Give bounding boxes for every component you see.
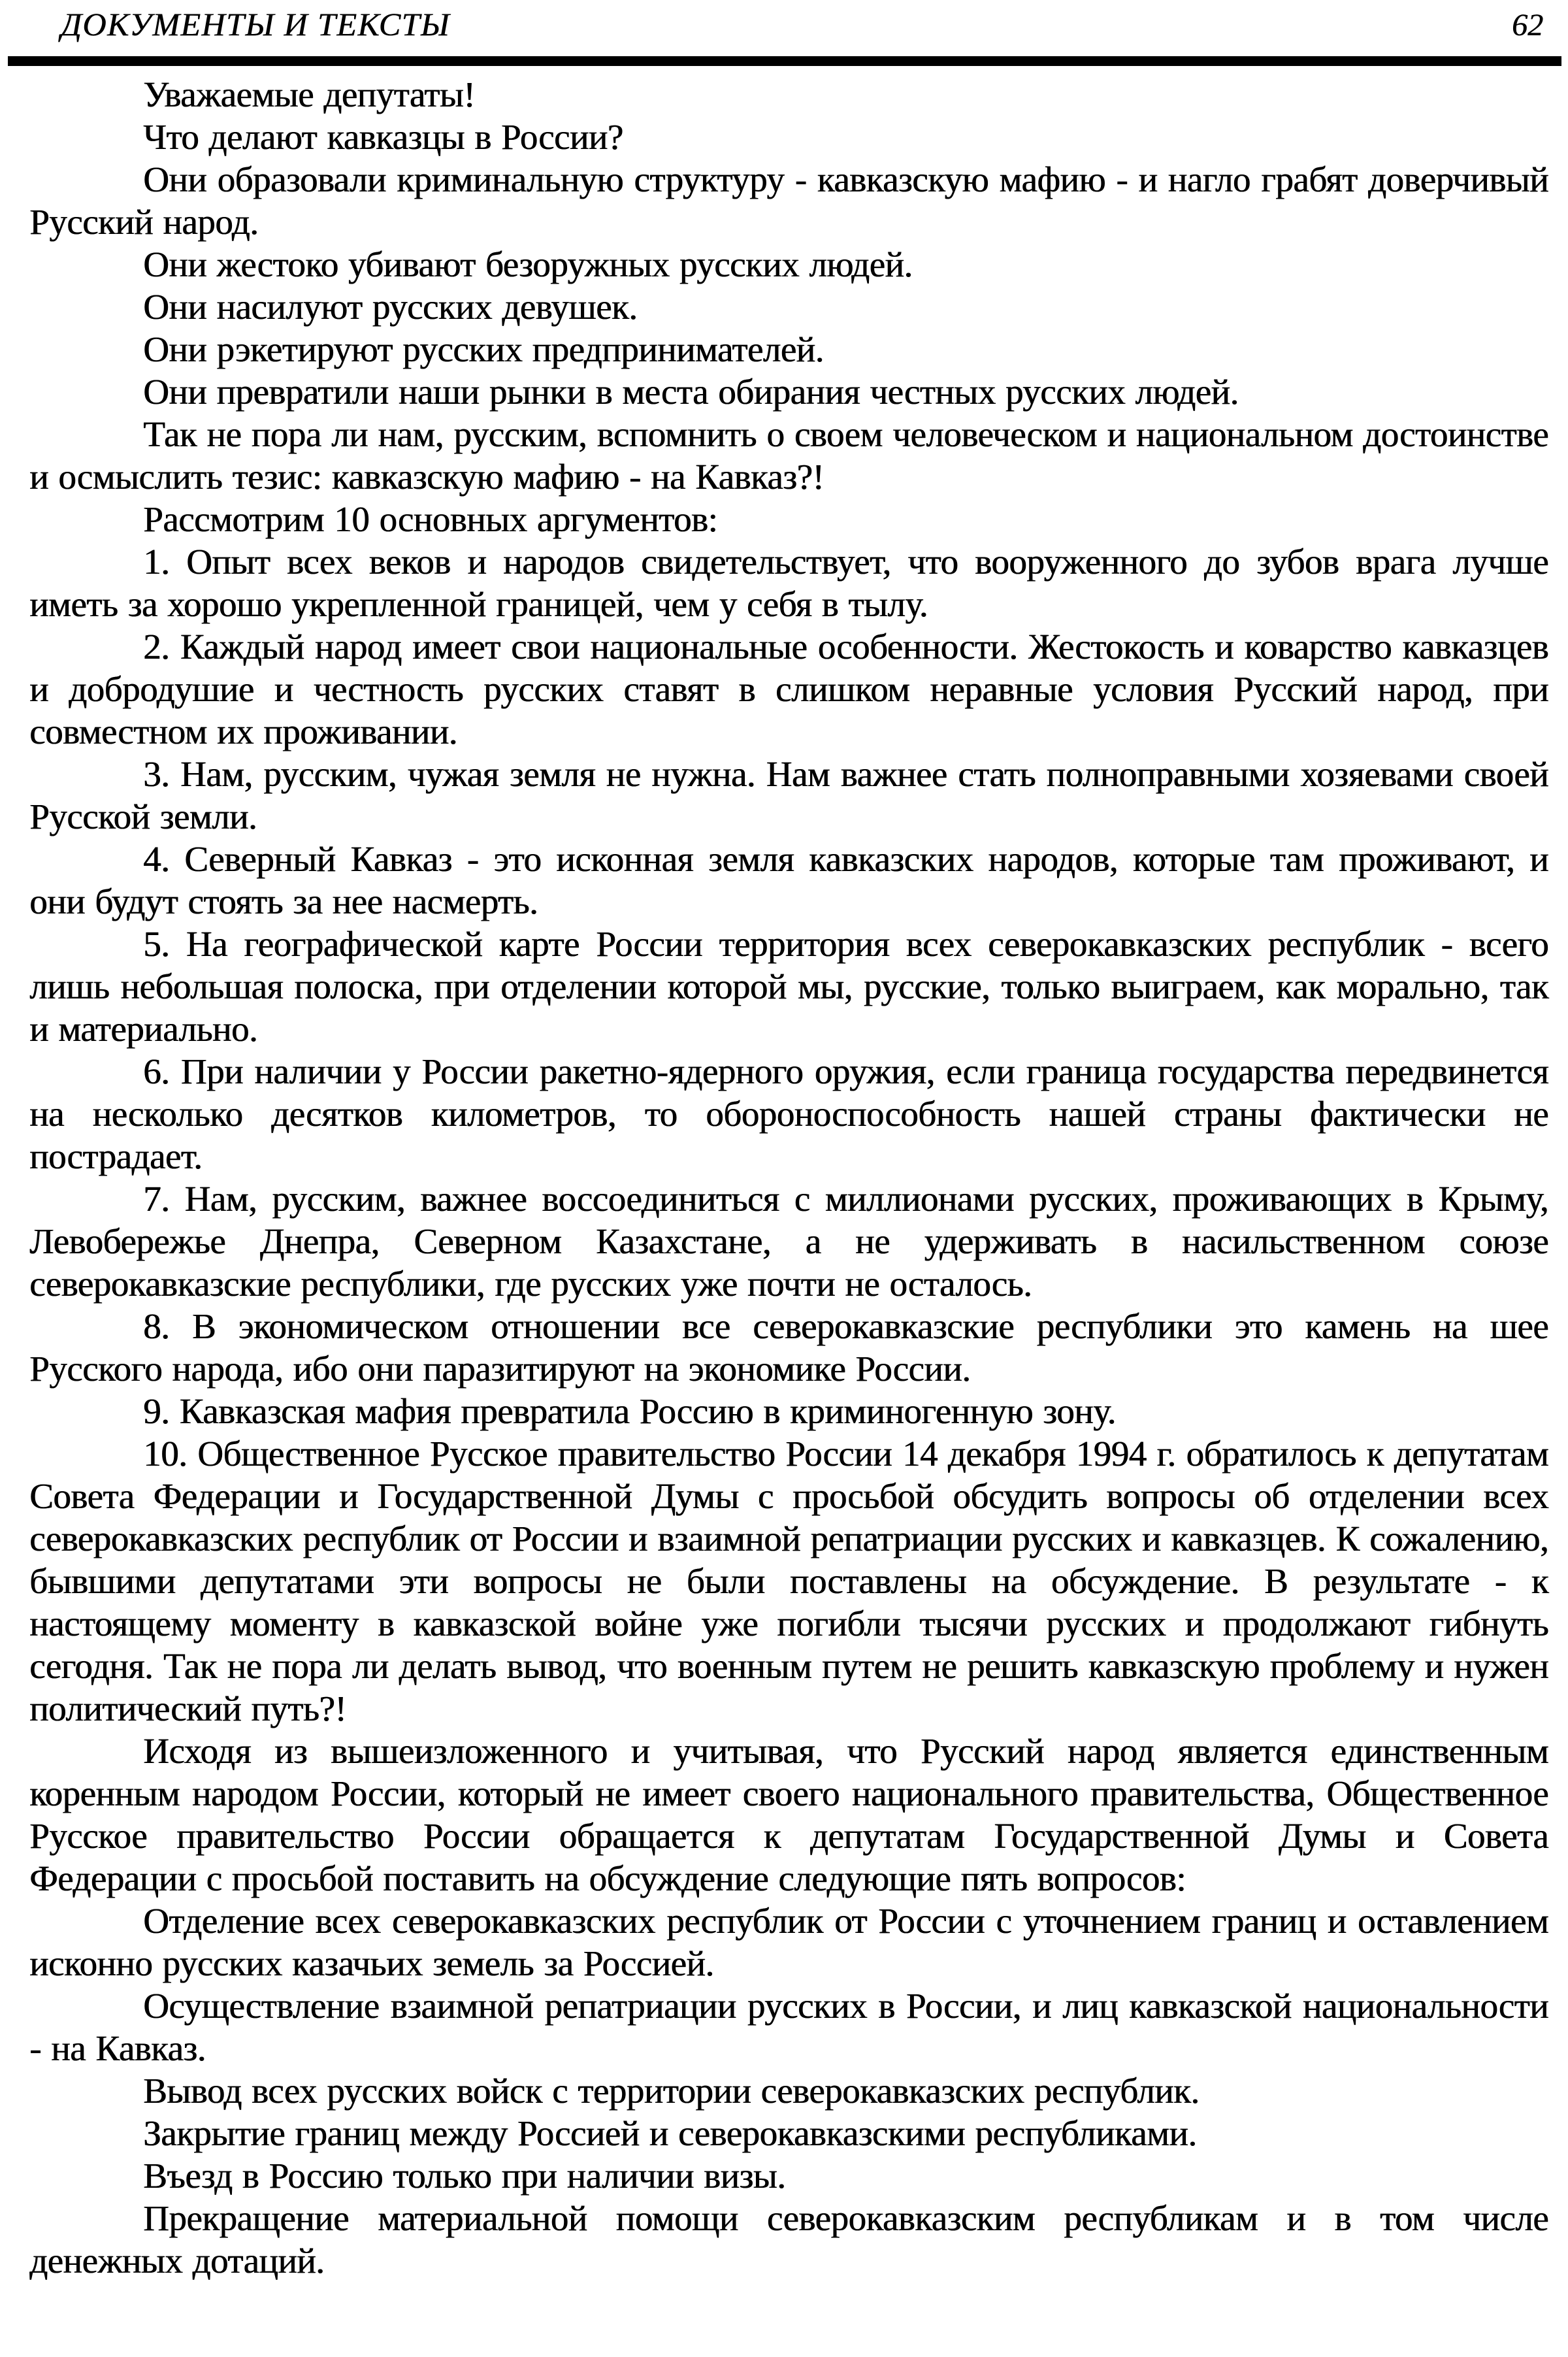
paragraph: Въезд в Россию только при наличии визы. (143, 2156, 786, 2196)
paragraph: Так не пора ли нам, русским, вспомнить о своем человеческом и национальном достоинстве и осмыслить тезис: кавказскую мафию - на Кавказ?! (29, 414, 1548, 497)
paragraph: 7. Нам, русским, важнее воссоединиться с миллионами русских, проживающих в Крыму, Левобережье Днепра, Северном Казахстане, а не удерживать в насильственном союзе северокавказские республики, где русских уже почти не осталось. (29, 1179, 1548, 1304)
paragraph: 8. В экономическом отношении все северокавказские республики это камень на шее Русского народа, ибо они паразитируют на экономике России. (29, 1306, 1548, 1389)
paragraph: 10. Общественное Русское правительство России 14 декабря 1994 г. обратилось к депутатам Совета Федерации и Государственной Думы с просьбой обсудить вопросы об отделении всех северокавказских республик от России и взаимной репатриации русских и кавказцев. К сожалению, бывшими депутатами эти вопросы не были поставлены на обсуждение. В результате - к настоящему моменту в кавказской войне уже погибли тысячи русских и продолжают гибнуть сегодня. Так не пора ли делать вывод, что военным путем не решить кавказскую проблему и нужен политический путь?! (29, 1434, 1548, 1728)
paragraph: Вывод всех русских войск с территории северокавказских республик. (143, 2071, 1200, 2111)
paragraph: Рассмотрим 10 основных аргументов: (143, 499, 718, 539)
paragraph: Исходя из вышеизложенного и учитывая, что Русский народ является единственным коренным народом России, который не имеет своего национального правительства, Общественное Русское правительство России обращается к депутатам Государственной Думы и Совета Федерации с просьбой поставить на обсуждение следующие пять вопросов: (29, 1731, 1548, 1898)
header-divider-rule (8, 56, 1561, 66)
header-title: ДОКУМЕНТЫ И ТЕКСТЫ (61, 6, 450, 42)
page-header (61, 5, 1543, 43)
paragraph: Закрытие границ между Россией и северокавказскими республиками. (143, 2113, 1197, 2153)
paragraph: Они образовали криминальную структуру - кавказскую мафию - и нагло грабят доверчивый Русский народ. (29, 159, 1548, 242)
paragraph: 3. Нам, русским, чужая земля не нужна. Нам важнее стать полноправными хозяевами своей Русской земли. (29, 754, 1548, 836)
paragraph: 4. Северный Кавказ - это исконная земля кавказских народов, которые там проживают, и они будут стоять за нее насмерть. (29, 839, 1548, 921)
paragraph: Отделение всех северокавказских республик от России с уточнением границ и оставлением исконно русских казачьих земель за Россией. (29, 1901, 1548, 1983)
paragraph: Уважаемые депутаты! (143, 74, 475, 114)
document-body (29, 73, 1548, 2282)
paragraph: Что делают кавказцы в России? (143, 117, 623, 157)
paragraph: Они насилуют русских девушек. (143, 287, 638, 327)
paragraph: Прекращение материальной помощи северокавказским республикам и в том числе денежных дотаций. (29, 2198, 1548, 2281)
paragraph: Они рэкетируют русских предпринимателей. (143, 329, 824, 369)
paragraph: 9. Кавказская мафия превратила Россию в криминогенную зону. (143, 1391, 1116, 1431)
paragraph: 1. Опыт всех веков и народов свидетельствует, что вооруженного до зубов врага лучше иметь за хорошо укрепленной границей, чем у себя в тылу. (29, 542, 1548, 624)
paragraph: Осуществление взаимной репатриации русских в России, и лиц кавказской национальности - на Кавказ. (29, 1986, 1548, 2068)
paragraph: Они жестоко убивают безоружных русских людей. (143, 244, 913, 284)
paragraph: 5. На географической карте России территория всех северокавказских республик - всего лишь небольшая полоска, при отделении которой мы, русские, только выиграем, как морально, так и материально. (29, 924, 1548, 1049)
paragraph: 6. При наличии у России ракетно-ядерного оружия, если граница государства передвинется на несколько десятков километров, то обороноспособность нашей страны фактически не пострадает. (29, 1051, 1548, 1176)
page-number: 62 (1512, 8, 1543, 42)
paragraph: Они превратили наши рынки в места обирания честных русских людей. (143, 372, 1239, 412)
paragraph: 2. Каждый народ имеет свои национальные особенности. Жестокость и коварство кавказцев и добродушие и честность русских ставят в слишком неравные условия Русский народ, при совместном их проживании. (29, 627, 1548, 751)
